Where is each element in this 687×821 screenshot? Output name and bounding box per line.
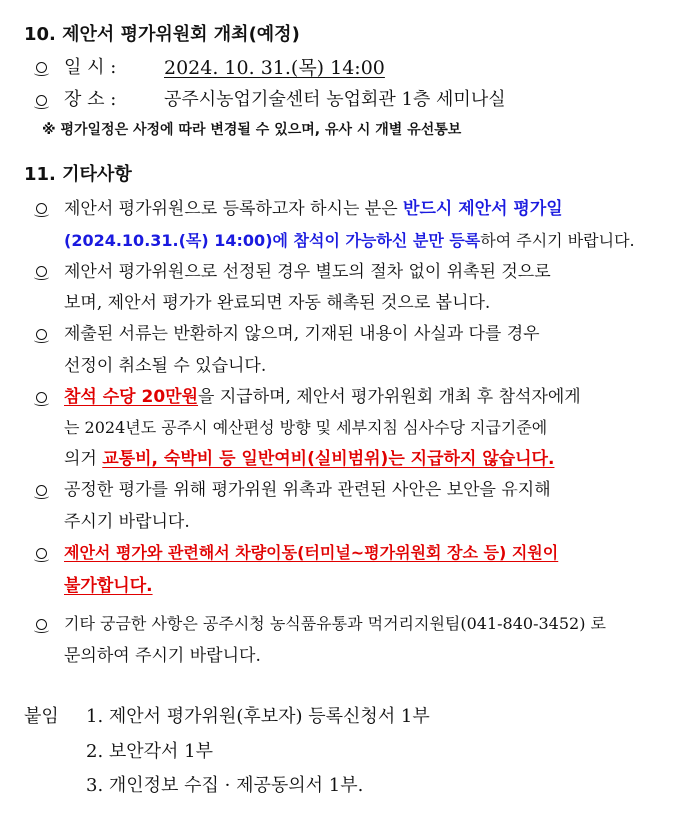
notice-4-line-1: 참석 수당 20만원을 지급하며, 제안서 평가위원회 개최 후 참석자에게 (64, 387, 581, 407)
notice-7-line-1: 기타 궁금한 사항은 공주시청 농식품유통과 먹거리지원팀(041-840-3452) 로 (64, 614, 607, 633)
notice-4-line-2: 는 2024년도 공주시 예산편성 방향 및 세부지침 심사수당 지급기준에 (64, 418, 548, 437)
notice-1-line-2: (2024.10.31.(목) 14:00)에 참석이 가능하신 분만 등록하여 주시기 바랍니다. (64, 231, 635, 250)
section-10-title: 10. 제안서 평가위원회 개최(예정) (24, 24, 300, 45)
bullet-icon (36, 485, 47, 496)
attachment-item-2: 2. 보안각서 1부 (86, 741, 214, 762)
notice-2-line-2: 보며, 제안서 평가가 완료되면 자동 해촉된 것으로 봅니다. (64, 293, 491, 313)
bullet-icon (36, 392, 47, 403)
schedule-note: ※ 평가일정은 사정에 따라 변경될 수 있으며, 유사 시 개별 유선통보 (42, 122, 462, 138)
date-label: 일 시 : (64, 57, 117, 78)
notice-7-line-2: 문의하여 주시기 바랍니다. (64, 646, 261, 666)
notice-6-line-2: 불가합니다. (64, 576, 153, 596)
notice-3-line-1: 제출된 서류는 반환하지 않으며, 기재된 내용이 사실과 다를 경우 (64, 324, 540, 344)
bullet-icon (36, 266, 47, 277)
notice-1-line-1: 제안서 평가위원으로 등록하고자 하시는 분은 반드시 제안서 평가일 (64, 199, 563, 219)
notice-5-line-2: 주시기 바랍니다. (64, 512, 190, 532)
section-11-title: 11. 기타사항 (24, 164, 132, 185)
bullet-icon (36, 619, 47, 630)
attachment-label: 붙임 (24, 706, 59, 727)
bullet-icon (36, 62, 47, 73)
notice-5-line-1: 공정한 평가를 위해 평가위원 위촉과 관련된 사안은 보안을 유지해 (64, 480, 551, 500)
bullet-icon (36, 95, 47, 106)
attachment-item-1: 1. 제안서 평가위원(후보자) 등록신청서 1부 (86, 706, 430, 727)
date-value: 2024. 10. 31.(목) 14:00 (164, 57, 385, 79)
bullet-icon (36, 548, 47, 559)
place-label: 장 소 : (64, 89, 117, 110)
bullet-icon (36, 329, 47, 340)
notice-3-line-2: 선정이 취소될 수 있습니다. (64, 356, 267, 376)
bullet-icon (36, 203, 47, 214)
place-value: 공주시농업기술센터 농업회관 1층 세미나실 (164, 89, 506, 110)
notice-4-line-3: 의거 교통비, 숙박비 등 일반여비(실비범위)는 지급하지 않습니다. (64, 449, 555, 469)
notice-2-line-1: 제안서 평가위원으로 선정된 경우 별도의 절차 없이 위촉된 것으로 (64, 262, 551, 282)
attachment-item-3: 3. 개인정보 수집 · 제공동의서 1부. (86, 775, 364, 796)
notice-6-line-1: 제안서 평가와 관련해서 차량이동(터미널~평가위원회 장소 등) 지원이 (64, 543, 559, 562)
